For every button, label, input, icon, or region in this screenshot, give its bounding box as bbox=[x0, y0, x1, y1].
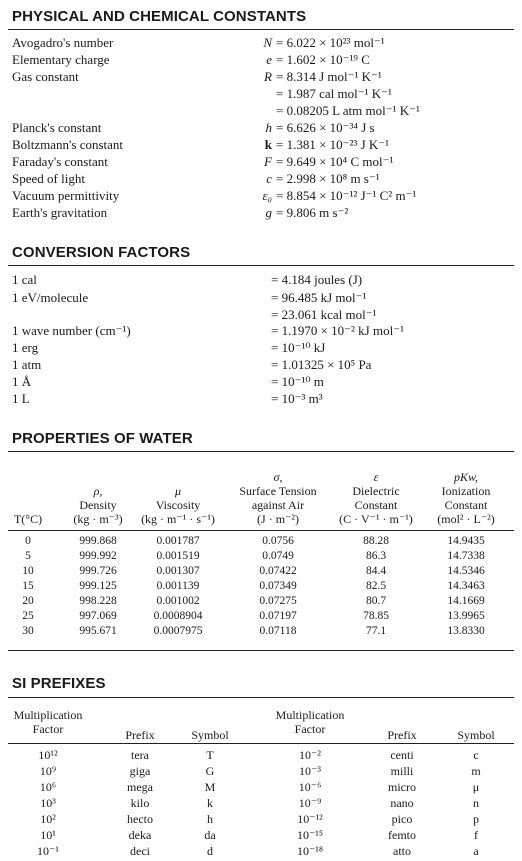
si-table-cell: p bbox=[473, 812, 479, 826]
table-header-rule bbox=[8, 743, 514, 744]
water-header-cell: σ, bbox=[273, 470, 283, 484]
constant-value: = 6.022 × 10²³ mol⁻¹ bbox=[276, 35, 385, 50]
water-table-cell: 14.5346 bbox=[447, 565, 485, 577]
conversion-value: = 10⁻¹⁰ m bbox=[271, 374, 324, 389]
constant-symbol: ε₀ bbox=[262, 188, 272, 203]
si-table-cell: deci bbox=[130, 844, 150, 858]
water-table-cell: 0.07197 bbox=[259, 610, 297, 622]
water-table-cell: 86.3 bbox=[365, 550, 387, 562]
water-header-cell: Dielectric bbox=[352, 484, 400, 498]
conversion-value: = 4.184 joules (J) bbox=[271, 272, 363, 287]
si-table-cell: centi bbox=[390, 748, 414, 762]
si-table-cell: M bbox=[204, 780, 216, 794]
water-table-cell: 14.1669 bbox=[447, 595, 485, 607]
si-table-cell: f bbox=[474, 828, 478, 842]
water-header-cell: Density bbox=[79, 498, 117, 512]
conversion-label: 1 erg bbox=[12, 340, 39, 355]
si-table-cell: k bbox=[207, 796, 213, 810]
water-table-cell: 999.868 bbox=[79, 535, 117, 547]
water-header-cell: Surface Tension bbox=[239, 484, 317, 498]
si-table-cell: 10² bbox=[40, 812, 56, 826]
constant-value: = 1.381 × 10⁻²³ J K⁻¹ bbox=[276, 137, 390, 152]
si-table-cell: 10³ bbox=[40, 796, 56, 810]
conversion-value: = 10⁻¹⁰ kJ bbox=[271, 340, 326, 355]
constant-label: Elementary charge bbox=[12, 52, 110, 67]
si-table-cell: c bbox=[473, 748, 479, 762]
si-table-cell: 10⁻⁶ bbox=[298, 780, 322, 794]
water-table-cell: 0.0007975 bbox=[153, 625, 203, 637]
si-table-cell: 10⁻¹² bbox=[297, 812, 323, 826]
water-header-cell: (mol² · L⁻²) bbox=[437, 512, 495, 526]
si-table-cell: h bbox=[207, 812, 213, 826]
si-table-cell: 10⁻¹⁵ bbox=[296, 828, 324, 842]
conversion-value: = 1.1970 × 10⁻² kJ mol⁻¹ bbox=[271, 323, 404, 338]
water-table-cell: 0.07275 bbox=[259, 595, 297, 607]
water-table-cell: 0.07118 bbox=[259, 625, 297, 637]
water-header-cell: T(°C) bbox=[13, 512, 43, 526]
section-title-conversion: CONVERSION FACTORS bbox=[12, 244, 191, 261]
constant-value: = 2.998 × 10⁸ m s⁻¹ bbox=[276, 171, 380, 186]
si-table-cell: 10¹² bbox=[38, 748, 58, 762]
water-header-cell: (kg · m⁻¹ · s⁻¹) bbox=[141, 512, 215, 526]
conversion-value: = 10⁻³ m³ bbox=[271, 391, 323, 406]
si-table-cell: giga bbox=[129, 764, 151, 778]
water-table-cell: 78.85 bbox=[363, 610, 389, 622]
water-header-cell: ρ, bbox=[93, 484, 103, 498]
constant-label: Avogadro's number bbox=[12, 35, 114, 50]
conversion-label: 1 eV/molecule bbox=[12, 290, 89, 305]
si-table-cell: 10⁻⁹ bbox=[298, 796, 322, 810]
water-table-cell: 13.9965 bbox=[447, 610, 485, 622]
constant-value: = 8.854 × 10⁻¹² J⁻¹ C² m⁻¹ bbox=[276, 188, 417, 203]
water-header-cell: against Air bbox=[251, 498, 305, 512]
constant-symbol: k bbox=[264, 137, 272, 152]
water-table-cell: 80.7 bbox=[365, 595, 387, 607]
conversion-value: = 96.485 kJ mol⁻¹ bbox=[271, 290, 367, 305]
conversion-value: = 23.061 kcal mol⁻¹ bbox=[271, 307, 377, 322]
constant-label: Gas constant bbox=[12, 69, 79, 84]
section-rule bbox=[8, 265, 514, 266]
water-table-cell: 15 bbox=[22, 580, 34, 592]
si-table-cell: femto bbox=[388, 828, 416, 842]
si-table-cell: hecto bbox=[127, 812, 153, 826]
constant-value: = 6.626 × 10⁻³⁴ J s bbox=[276, 120, 375, 135]
si-table-cell: tera bbox=[131, 748, 149, 762]
water-table-cell: 0.001139 bbox=[156, 580, 200, 592]
si-table-cell: atto bbox=[393, 844, 411, 858]
constant-label: Vacuum permittivity bbox=[12, 188, 120, 203]
constant-symbol: N bbox=[263, 35, 272, 50]
water-table-cell: 88.28 bbox=[363, 535, 389, 547]
table-header-rule bbox=[8, 530, 514, 531]
si-table-cell: 10⁶ bbox=[39, 780, 57, 794]
si-table-cell: μ bbox=[472, 780, 480, 794]
water-table-cell: 998.228 bbox=[79, 595, 117, 607]
constant-value: = 0.08205 L atm mol⁻¹ K⁻¹ bbox=[276, 103, 420, 118]
water-table-cell: 0.0008904 bbox=[153, 610, 203, 622]
section-rule bbox=[8, 697, 514, 698]
conversion-label: 1 wave number (cm⁻¹) bbox=[12, 323, 131, 338]
si-table-cell: 10⁻¹ bbox=[37, 844, 59, 858]
si-table-cell: 10⁻¹⁸ bbox=[296, 844, 324, 858]
water-header-cell: (J · m⁻²) bbox=[257, 512, 299, 526]
water-table-cell: 25 bbox=[22, 610, 34, 622]
constant-value: = 1.602 × 10⁻¹⁹ C bbox=[276, 52, 370, 67]
water-header-cell: ε bbox=[373, 470, 379, 484]
constant-value: = 9.649 × 10⁴ C mol⁻¹ bbox=[276, 154, 394, 169]
water-table-cell: 0 bbox=[25, 535, 31, 547]
conversion-label: 1 atm bbox=[12, 357, 42, 372]
water-table-cell: 0.001002 bbox=[156, 595, 200, 607]
si-table-cell: d bbox=[207, 844, 213, 858]
conversion-label: 1 cal bbox=[12, 272, 37, 287]
section-title-constants: PHYSICAL AND CHEMICAL CONSTANTS bbox=[12, 8, 307, 25]
water-header-cell: Ionization bbox=[441, 484, 491, 498]
water-table-cell: 14.7338 bbox=[447, 550, 485, 562]
water-table-cell: 0.0756 bbox=[262, 535, 294, 547]
section-rule bbox=[8, 29, 514, 30]
si-table-cell: 10¹ bbox=[40, 828, 56, 842]
si-table-cell: deka bbox=[128, 828, 152, 842]
constant-symbol: e bbox=[266, 52, 272, 67]
water-table-cell: 30 bbox=[22, 625, 34, 637]
section-title-water: PROPERTIES OF WATER bbox=[12, 430, 193, 447]
water-table-cell: 0.07349 bbox=[259, 580, 297, 592]
si-table-cell: nano bbox=[390, 796, 414, 810]
constant-symbol: R bbox=[264, 69, 272, 84]
constant-symbol: c bbox=[266, 171, 272, 186]
water-table-cell: 0.0749 bbox=[262, 550, 294, 562]
water-table-cell: 0.001519 bbox=[156, 550, 200, 562]
water-table-cell: 0.001787 bbox=[156, 535, 200, 547]
water-table-cell: 10 bbox=[22, 565, 34, 577]
si-table-cell: da bbox=[204, 828, 216, 842]
water-table-cell: 999.125 bbox=[79, 580, 117, 592]
si-table-cell: 10⁻² bbox=[299, 748, 321, 762]
si-table-cell: micro bbox=[388, 780, 416, 794]
si-table-cell: m bbox=[471, 764, 481, 778]
water-table-cell: 13.8330 bbox=[447, 625, 485, 637]
si-table-cell: G bbox=[205, 764, 215, 778]
si-header-cell: Prefix bbox=[387, 728, 417, 742]
water-header-cell: Viscosity bbox=[155, 498, 201, 512]
water-table-cell: 995.671 bbox=[79, 625, 117, 637]
si-header-cell: Symbol bbox=[191, 728, 229, 742]
si-table-cell: 10⁹ bbox=[39, 764, 57, 778]
si-table-cell: mega bbox=[127, 780, 153, 794]
water-table-cell: 20 bbox=[22, 595, 34, 607]
water-header-cell: (kg · m⁻³) bbox=[73, 512, 123, 526]
si-table-cell: pico bbox=[391, 812, 413, 826]
si-table-cell: T bbox=[206, 748, 214, 762]
constant-label: Speed of light bbox=[12, 171, 85, 186]
constant-label: Planck's constant bbox=[12, 120, 102, 135]
si-header-cell: Prefix bbox=[125, 728, 155, 742]
constant-label: Faraday's constant bbox=[12, 154, 108, 169]
water-table-cell: 77.1 bbox=[365, 625, 387, 637]
water-table-cell: 997.069 bbox=[79, 610, 117, 622]
water-header-cell: μ bbox=[174, 484, 182, 498]
section-title-si-prefixes: SI PREFIXES bbox=[12, 675, 106, 692]
si-table-cell: a bbox=[473, 844, 479, 858]
water-table-cell: 999.992 bbox=[79, 550, 117, 562]
si-header-cell: Multiplication bbox=[13, 708, 83, 722]
si-header-cell: Factor bbox=[32, 722, 64, 736]
si-table-cell: n bbox=[473, 796, 479, 810]
water-header-cell: pKw, bbox=[453, 470, 479, 484]
constant-symbol: h bbox=[265, 120, 272, 135]
water-table-cell: 999.726 bbox=[79, 565, 117, 577]
conversion-label: 1 L bbox=[12, 391, 30, 406]
constant-value: = 8.314 J mol⁻¹ K⁻¹ bbox=[276, 69, 382, 84]
water-table-cell: 0.07422 bbox=[259, 565, 297, 577]
water-table-cell: 14.3463 bbox=[447, 580, 485, 592]
conversion-label: 1 Å bbox=[12, 374, 32, 389]
si-header-cell: Multiplication bbox=[275, 708, 345, 722]
table-bottom-rule bbox=[8, 650, 514, 651]
section-rule bbox=[8, 451, 514, 452]
water-table-cell: 14.9435 bbox=[447, 535, 485, 547]
constant-value: = 9.806 m s⁻² bbox=[276, 205, 349, 220]
constant-symbol: g bbox=[265, 205, 272, 220]
constant-label: Boltzmann's constant bbox=[12, 137, 124, 152]
constant-value: = 1.987 cal mol⁻¹ K⁻¹ bbox=[276, 86, 392, 101]
si-table-cell: milli bbox=[390, 764, 414, 778]
si-table-cell: kilo bbox=[130, 796, 150, 810]
water-header-cell: (C · V⁻¹ · m⁻¹) bbox=[339, 512, 413, 526]
si-table-cell: 10⁻³ bbox=[299, 764, 321, 778]
conversion-value: = 1.01325 × 10⁵ Pa bbox=[271, 357, 372, 372]
water-table-cell: 82.5 bbox=[365, 580, 387, 592]
water-header-cell: Constant bbox=[354, 498, 398, 512]
water-table-cell: 84.4 bbox=[365, 565, 387, 577]
water-table-cell: 5 bbox=[25, 550, 31, 562]
si-header-cell: Factor bbox=[294, 722, 326, 736]
water-table-cell: 0.001307 bbox=[156, 565, 200, 577]
water-header-cell: Constant bbox=[444, 498, 488, 512]
constant-label: Earth's gravitation bbox=[12, 205, 108, 220]
si-header-cell: Symbol bbox=[457, 728, 495, 742]
constant-symbol: F bbox=[264, 154, 272, 169]
